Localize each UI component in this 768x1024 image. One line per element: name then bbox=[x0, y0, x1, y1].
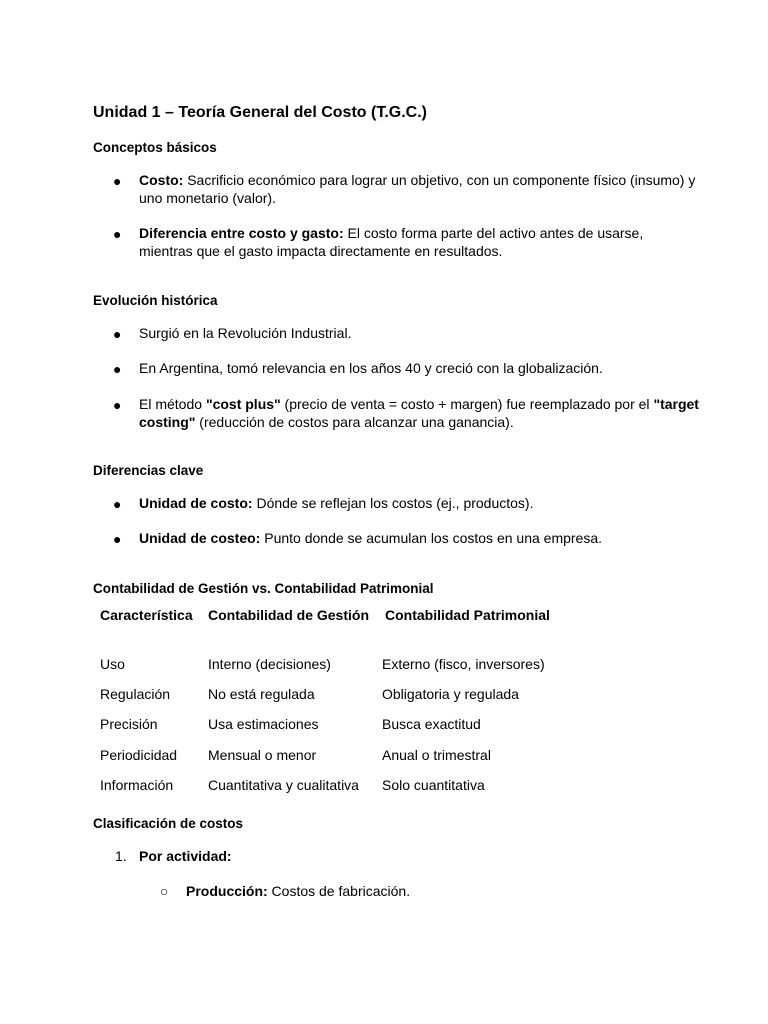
section-heading-clasificacion: Clasificación de costos bbox=[93, 816, 244, 831]
definition: Costos de fabricación. bbox=[267, 883, 411, 899]
definition: Dónde se reflejan los costos (ej., productos). bbox=[252, 495, 534, 511]
definition: Sacrificio económico para lograr un objetivo, con un componente físico (insumo) y uno monetario (valor). bbox=[139, 172, 696, 206]
table-cell: Precisión bbox=[100, 716, 158, 732]
table-cell: Anual o trimestral bbox=[382, 747, 491, 763]
list-item: En Argentina, tomó relevancia en los años 40 y creció con la globalización. bbox=[139, 360, 603, 376]
text-fragment: (reducción de costos para alcanzar una ganancia). bbox=[195, 413, 514, 430]
table-cell: Información bbox=[100, 777, 174, 793]
definition: Punto donde se acumulan los costos en una empresa. bbox=[260, 530, 603, 546]
table-header-patrimonial: Contabilidad Patrimonial bbox=[385, 607, 550, 623]
table-cell: Obligatoria y regulada bbox=[382, 686, 519, 702]
table-header-gestion: Contabilidad de Gestión bbox=[207, 607, 369, 623]
table-cell: No está regulada bbox=[208, 686, 315, 702]
text-fragment: (precio de venta = costo + margen) fue reemplazado por el bbox=[280, 396, 654, 412]
table-cell: Cuantitativa y cualitativa bbox=[208, 777, 359, 793]
list-number: 1. bbox=[115, 848, 127, 864]
table-header-caracteristica: Característica bbox=[100, 607, 193, 623]
table-cell: Uso bbox=[100, 656, 125, 672]
table-cell: Periodicidad bbox=[100, 747, 178, 763]
term: Por actividad: bbox=[139, 848, 232, 864]
bullet-icon: ● bbox=[113, 531, 122, 547]
table-cell: Solo cuantitativa bbox=[382, 777, 485, 793]
table-cell: Interno (decisiones) bbox=[208, 656, 331, 672]
term-target-costing: "target costing" bbox=[139, 396, 699, 430]
table-cell: Externo (fisco, inversores) bbox=[382, 656, 545, 672]
definition: El costo forma parte del activo antes de usarse, mientras que el gasto impacta directamente en resultados. bbox=[139, 225, 644, 259]
bullet-icon: ● bbox=[113, 226, 122, 242]
bullet-icon: ● bbox=[113, 496, 122, 512]
list-item bbox=[139, 495, 699, 513]
bullet-icon: ● bbox=[113, 397, 122, 413]
table-cell: Busca exactitud bbox=[382, 716, 481, 732]
section-heading-contabilidad: Contabilidad de Gestión vs. Contabilidad Patrimonial bbox=[93, 581, 434, 596]
section-heading-diferencias: Diferencias clave bbox=[93, 463, 204, 478]
bullet-icon: ● bbox=[113, 361, 122, 377]
term-cost-plus: "cost plus" bbox=[205, 396, 281, 412]
document-title: Unidad 1 – Teoría General del Costo (T.G.C.) bbox=[93, 104, 427, 121]
list-item bbox=[139, 530, 699, 548]
term: Producción: bbox=[186, 883, 268, 899]
term: Costo: bbox=[139, 172, 184, 188]
bullet-icon: ● bbox=[113, 173, 122, 189]
section-heading-evolucion: Evolución histórica bbox=[93, 293, 218, 308]
term: Unidad de costo: bbox=[139, 495, 253, 511]
table-cell: Usa estimaciones bbox=[208, 716, 319, 732]
term: Diferencia entre costo y gasto: bbox=[139, 225, 344, 241]
text-fragment: El método bbox=[139, 396, 206, 412]
circle-bullet-icon: ○ bbox=[160, 883, 169, 899]
list-item bbox=[139, 172, 699, 207]
list-item bbox=[139, 848, 699, 866]
list-item: Surgió en la Revolución Industrial. bbox=[139, 325, 352, 341]
list-item bbox=[139, 225, 699, 260]
bullet-icon: ● bbox=[113, 326, 122, 342]
section-heading-conceptos: Conceptos básicos bbox=[93, 140, 217, 155]
list-item bbox=[139, 396, 699, 431]
term: Unidad de costeo: bbox=[139, 530, 261, 546]
sub-list-item bbox=[186, 883, 686, 901]
table-cell: Mensual o menor bbox=[208, 747, 317, 763]
table-cell: Regulación bbox=[100, 686, 171, 702]
